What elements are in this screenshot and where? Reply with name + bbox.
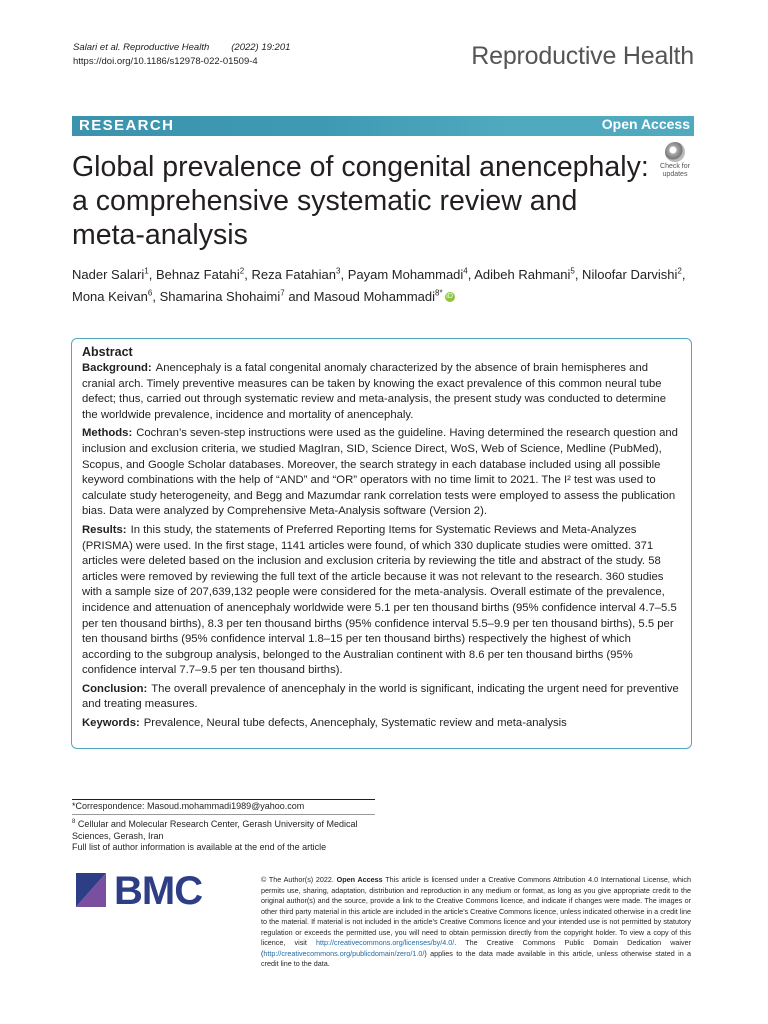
affiliation-text: Cellular and Molecular Research Center, Gerash University of Medical Sciences, Gerash, Iran [72, 819, 358, 841]
abstract-methods [82, 426, 681, 520]
affiliation-number: 8 [72, 819, 76, 825]
updates-label: updates [662, 171, 688, 178]
open-access-label: Open Access [601, 116, 690, 132]
license-statement [261, 875, 691, 970]
keywords-label: Keywords: [82, 717, 140, 730]
journal-name: Reproductive Health [471, 42, 694, 70]
author-list [72, 263, 692, 306]
license-body-1: This article is licensed under a Creative Commons Attribution 4.0 International License, which permits use, sharing, adaptation, distribution and reproduction in any medium or format, as long as you give appropriate credit to the original author(s) and the source, provide a link to the Creative Commons licence, and indicate if changes were made. The images or other third party material in this article are included in the article’s Creative Commons licence, unless indicated otherwise in a credit line to the material. If material is not included in the article’s Creative Commons licence and your intended use is not permitted by statutory regulation or exceeds the permitted use, you will need to obtain permission directly from the copyright holder. To view a copy of this licence, visit [261, 875, 692, 947]
crossmark-icon [665, 142, 685, 162]
bmc-logo-icon [76, 873, 106, 907]
license-body-2: . The Creative Commons Public Domain Dedication waiver ( [261, 938, 691, 958]
conclusion-label: Conclusion: [82, 682, 148, 695]
bmc-logo [76, 869, 216, 913]
authors-text: Nader Salari$^1$, Behnaz Fatahi$^2$, Reza Fatahian$^3$, Payam Mohammadi$^4$, Adibeh Rahmani$^5$, Niloofar Darvishi$^2$, Mona Keivan$^6$, Shamarina Shohaimi$^7$ and Masoud Mohammadi$^{8*}$ [72, 267, 686, 304]
abstract-conclusion [82, 682, 681, 713]
results-text: In this study, the statements of Preferred Reporting Items for Systematic Reviews and Meta-Analyzes (PRISMA) were used. In the first stage, 1141 articles were found, of which 330 duplicate studies were omitted. 371 articles were deleted based on the inclusion and exclusion criteria by reviewing the title and abstract of the study. 58 articles were removed by reviewing the full text of the article because it was not relevant to the research. 360 studies with a sample size of 207,639,132 people were considered for the meta-analysis. Overall estimate of the prevalence, incidence and attenuation of anencephaly worldwide were 5.1 per ten thousand births (95% confidence interval 4.7–5.5 per ten thousand births), 8.3 per ten thousand births (95% confidence interval 5.5–9.9 per ten thousand births), 5.5 per ten thousand births (95% confidence interval 1.8–15 per ten thousand births) respectively the highest of which according to the subgroup analysis, belonged to the Australian continent with 8.6 per ten thousand births (95% confidence interval 7.7–9.5 per ten thousand births). [82, 523, 677, 677]
methods-text: Cochran’s seven-step instructions were used as the guideline. Having determined the research question and inclusion and exclusion criteria, we studied MagIran, SID, Science Direct, WoS, Web of Science, Medline (PubMed), Scopus, and Google Scholar databases. Moreover, the search strategy in each database included using all possible keyword combinations with the help of “AND” and “OR” operators with no time limit to 2021. The I² test was used to calculate study heterogeneity, and Begg and Mazumdar rank correlation tests were employed to assess the publication bias. Data were analyzed by Comprehensive Meta-Analysis software (Version 2). [82, 427, 678, 518]
keywords-text: Prevalence, Neural tube defects, Anencephaly, Systematic review and meta-analysis [143, 717, 567, 730]
affiliation-note [72, 817, 372, 854]
article-title: Global prevalence of congenital anencephaly: a comprehensive systematic review and meta-analysis [72, 151, 649, 251]
abstract-heading: Abstract [82, 345, 133, 359]
citation-header [73, 41, 290, 69]
conclusion-text: The overall prevalence of anencephaly in the world is significant, indicating the urgent need for preventive and treating measures. [82, 682, 679, 711]
orcid-icon[interactable]: iD [446, 293, 453, 301]
bmc-logo-text: BMC [114, 869, 203, 913]
license-link-cc-by[interactable]: http://creativecommons.org/licenses/by/4.0/ [316, 938, 455, 947]
license-link-cc0[interactable]: http://creativecommons.org/publicdomain/zero/1.0/ [263, 948, 425, 958]
section-label: RESEARCH [79, 117, 175, 134]
background-label: Background: [82, 362, 152, 374]
abstract-keywords [82, 716, 681, 732]
check-for-updates-badge[interactable] [654, 142, 696, 182]
author-info-note: Full list of author information is available at the end of the article [72, 842, 327, 852]
doi-link[interactable]: https://doi.org/10.1186/s12978-022-01509-4 [73, 56, 258, 67]
citation-year: (2022) 19:201 [231, 42, 291, 53]
license-body-3: ) applies to the data made available in this article, unless otherwise stated in a credit line to the data. [261, 948, 691, 968]
footnote-divider-2 [72, 814, 375, 815]
citation-journal: Salari et al. Reproductive Health [73, 42, 210, 53]
license-prefix: © The Author(s) 2022. [261, 875, 337, 884]
check-for-label: Check for [660, 163, 690, 170]
methods-label: Methods: [82, 427, 133, 440]
abstract-background [82, 361, 681, 423]
results-label: Results: [82, 523, 127, 536]
license-open-access: Open Access [336, 875, 383, 884]
correspondence-note: *Correspondence: Masoud.mohammadi1989@yahoo.com [72, 801, 305, 811]
background-text: Anencephaly is a fatal congenital anomaly characterized by the absence of brain hemispheres and cranial arch. Timely preventive measures can be taken by knowing the exact prevalence of this common neural tube defect; thus, carried out through systematic review and meta-analysis, the present study was conducted to determine the worldwide prevalence, incidence and mortality of anencephaly. [82, 362, 666, 421]
abstract-box [71, 338, 692, 749]
abstract-results [82, 523, 681, 679]
